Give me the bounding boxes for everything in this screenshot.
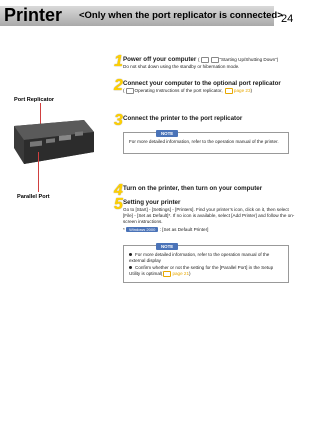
bullet-icon bbox=[129, 253, 132, 256]
windows-2000-badge: Windows 2000 bbox=[126, 227, 158, 232]
page-link-icon bbox=[225, 88, 233, 94]
footnote-text: : [Set as Default Printer] bbox=[159, 227, 209, 232]
note-text: For more detailed information, refer to the operation manual of the printer. bbox=[129, 139, 279, 144]
step-footnote bbox=[123, 227, 298, 233]
bullet-icon bbox=[129, 266, 132, 269]
step-title: Connect the printer to the port replicator bbox=[123, 115, 243, 122]
step-body-ref: Operating Instructions of the port replicator, bbox=[134, 88, 223, 94]
page-subtitle: <Only when the port replicator is connected> bbox=[79, 10, 283, 21]
note-box bbox=[123, 132, 289, 154]
footnote-star: * bbox=[123, 227, 125, 232]
page-header bbox=[0, 0, 300, 26]
leader-line-bottom bbox=[38, 152, 39, 192]
note-badge: NOTE bbox=[156, 130, 178, 137]
step-title-ref: “Starting Up/Shutting Down” bbox=[219, 57, 277, 62]
note-badge: NOTE bbox=[156, 243, 178, 250]
book-ref-icon-2 bbox=[211, 57, 219, 63]
book-ref-icon bbox=[126, 88, 134, 94]
step-body: Do not shut down using the standby or hibernation mode. bbox=[123, 64, 240, 69]
step-number: 2 bbox=[114, 77, 123, 94]
step-title: Power off your computer ( “Starting Up/Shutting Down”) bbox=[123, 56, 279, 63]
page-link[interactable]: page 21 bbox=[172, 270, 190, 276]
note-bullet-end: ) bbox=[189, 270, 191, 276]
step-number: 1 bbox=[114, 53, 123, 70]
page-number: 24 bbox=[281, 13, 294, 25]
note-bullet-text: Confirm whether or not the setting for the [Parallel Port] in the Setup Utility is optimal( bbox=[129, 264, 274, 276]
page-title: Printer bbox=[4, 5, 63, 25]
note-bullet-1 bbox=[129, 252, 285, 264]
label-parallel-port: Parallel Port bbox=[17, 194, 50, 200]
page-link[interactable]: page 23 bbox=[233, 88, 251, 94]
step-body: ( Operating Instructions of the port replicator, page 23) bbox=[123, 88, 253, 94]
step-title: Setting your printer bbox=[123, 199, 181, 206]
note-bullet-2 bbox=[129, 265, 285, 277]
note-bullet-text: For more detailed information, refer to the operation manual of the external display bbox=[129, 252, 270, 264]
book-ref-icon bbox=[201, 57, 209, 63]
page-link-icon bbox=[163, 271, 171, 277]
step-title: Connect your computer to the optional port replicator bbox=[123, 80, 281, 87]
port-replicator-image bbox=[10, 118, 96, 170]
step-number: 5 bbox=[114, 196, 123, 213]
note-box-2 bbox=[123, 245, 289, 283]
step-title-text: Power off your computer bbox=[123, 56, 197, 63]
step-body: Go to [Start] - [Settings] - [Printers]. Find your printer’s icon, click on it, then select [File] - [Set as Default]*. If no icon is available, select [Add Printer] and follow the on-screen instructions. bbox=[123, 207, 295, 225]
step-number: 3 bbox=[114, 112, 123, 129]
label-port-replicator: Port Replicator bbox=[14, 97, 55, 103]
step-number: 4 bbox=[114, 182, 123, 199]
step-title: Turn on the printer, then turn on your computer bbox=[123, 185, 263, 192]
